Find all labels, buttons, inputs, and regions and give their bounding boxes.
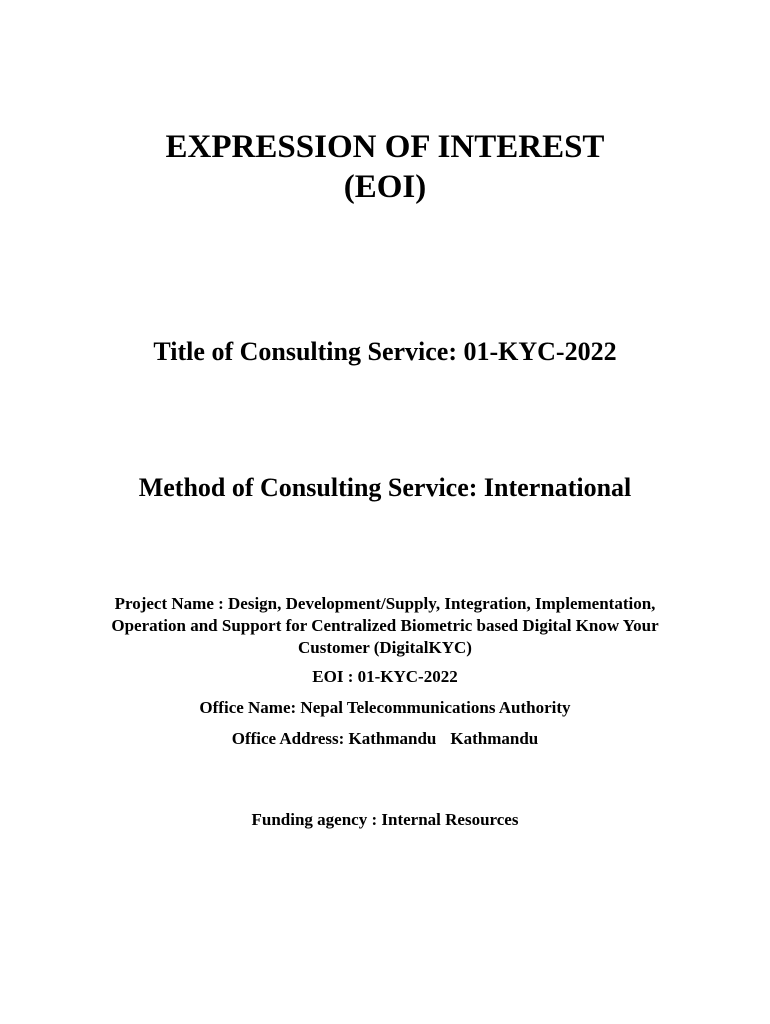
office-address-city: Kathmandu [450,729,539,748]
project-name-line-1: Project Name : Design, Development/Supply, Integration, Implementation, [114,594,656,613]
eoi-number: EOI : 01-KYC-2022 [312,667,458,686]
project-name-line-2: Operation and Support for Centralized Biometric based Digital Know Your [111,616,659,635]
document-title-line-1: EXPRESSION OF INTEREST [165,129,605,165]
project-name-line-3: Customer (DigitalKYC) [298,638,472,657]
document-title-line-2: (EOI) [343,169,427,205]
consulting-service-title: Title of Consulting Service: 01-KYC-2022 [153,337,617,366]
office-address-label: Office Address: Kathmandu [231,729,437,748]
funding-agency: Funding agency : Internal Resources [251,810,519,829]
consulting-service-method: Method of Consulting Service: International [138,473,632,502]
office-name: Office Name: Nepal Telecommunications Authority [199,698,571,717]
office-address [0,728,770,749]
